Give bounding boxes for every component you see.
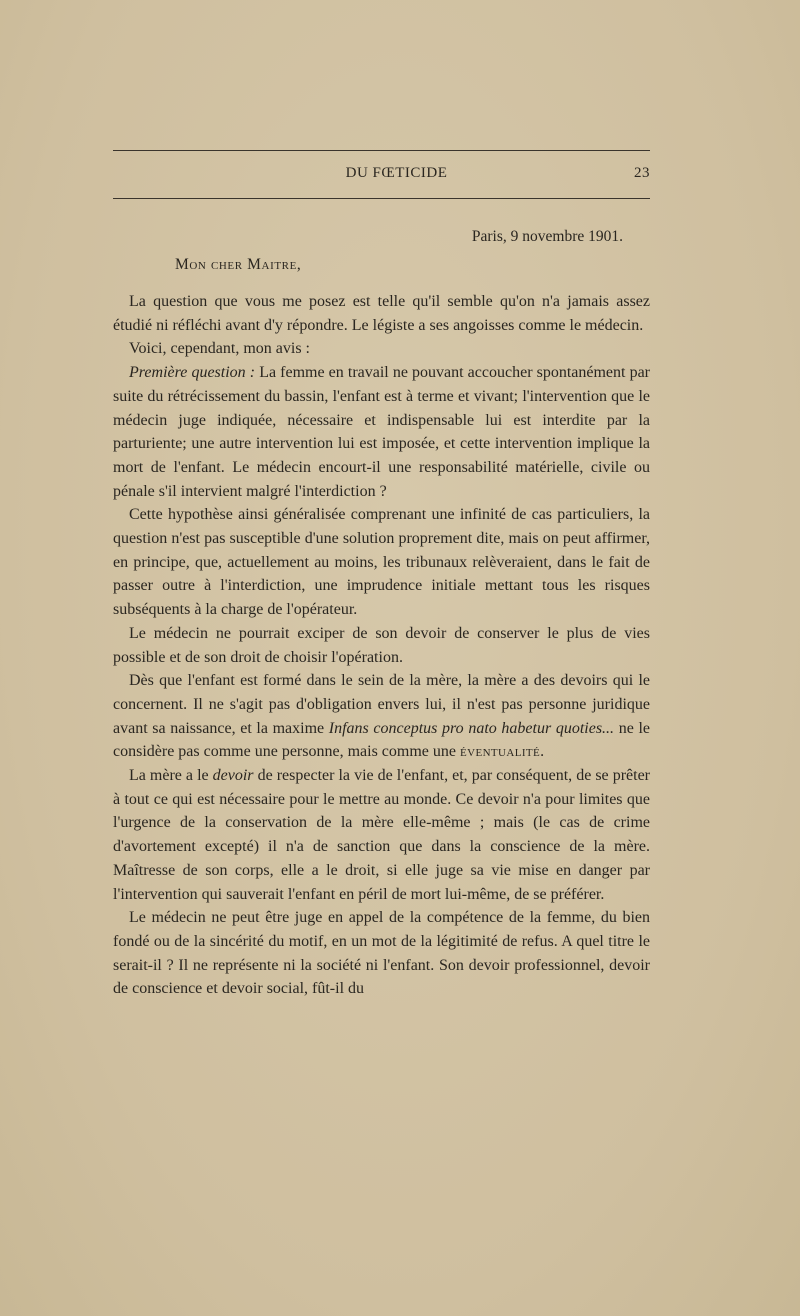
letter-salutation: Mon cher Maitre, (175, 256, 302, 273)
paragraph-3-text: La femme en travail ne pouvant accoucher spontanément par suite du rétrécissement du bassin, l'enfant est à terme et vivant; l'intervention que le médecin juge indiquée, nécessaire et indispensable lui est interdite par la parturiente; une autre intervention lui est imposée, et cette intervention implique la mort de l'enfant. Le médecin encourt-il une responsabilité matérielle, civile ou pénale s'il intervient malgré l'interdiction ? (113, 364, 651, 500)
paragraph-8: Le médecin ne peut être juge en appel de la compétence de la femme, du bien fondé ou de la sincérité du motif, en un mot de la légitimité de refus. A quel titre le serait-il ? Il ne représente ni la société ni l'enfant. Son devoir professionnel, devoir de conscience et devoir social, fût-il du (113, 909, 650, 998)
paragraph-6-maxim: Infans conceptus pro nato habetur quoties... (328, 719, 615, 737)
page-number: 23 (634, 165, 650, 181)
paragraph-3 (113, 361, 650, 503)
paragraph-6-part2: ne le considère pas comme une personne, mais comme une (113, 719, 650, 761)
paragraph-6-part1: Dès que l'enfant est formé dans le sein de la mère, la mère a des devoirs qui le concernent. Il ne s'agit pas d'obligation envers lui, il n'est pas personne juridique avant sa naissance, et la maxime (113, 672, 650, 737)
header-rule-top (113, 150, 650, 151)
paragraph-2: Voici, cependant, mon avis : (129, 340, 310, 358)
letter-body (113, 290, 650, 1001)
paragraph-6 (113, 669, 650, 764)
paragraph-7-part2: de respecter la vie de l'enfant, et, par conséquent, de se prêter à tout ce qui est nécessaire pour le mettre au monde. Ce devoir n'a pour limites que l'urgence de la conservation de la mère elle-même ; mais (le cas de crime d'avortement excepté) il n'a de sanction que dans la conscience de la mère. Maîtresse de son corps, elle a le droit, si elle juge sa vie mise en danger par l'intervention qui sauverait l'enfant en péril de mort lui-même, de se préférer. (113, 767, 650, 903)
header-rule-bottom (113, 198, 650, 199)
paragraph-4: Cette hypothèse ainsi généralisée comprenant une infinité de cas particuliers, la question n'est pas susceptible d'une solution proprement dite, mais on peut affirmer, en principe, que, actuellement au moins, les tribunaux relèveraient, dans le fait de passer outre à l'interdiction, une imprudence initiale mettant tous les risques subséquents à la charge de l'opérateur. (113, 506, 650, 619)
running-head (113, 165, 650, 187)
paragraph-5: Le médecin ne pourrait exciper de son devoir de conserver le plus de vies possible et de son droit de choisir l'opération. (113, 624, 650, 666)
paragraph-3-lead: Première question : (129, 364, 256, 382)
letter-dateline: Paris, 9 novembre 1901. (471, 228, 623, 245)
paragraph-7-italic: devoir (212, 767, 254, 785)
paragraph-1: La question que vous me posez est telle qu'il semble qu'on n'a jamais assez étudié ni réfléchi avant d'y répondre. Le légiste a ses angoisses comme le médecin. (113, 293, 650, 334)
paragraph-6-smallcaps: éventualité. (460, 743, 545, 761)
paragraph-7 (113, 764, 650, 906)
paragraph-7-part1: La mère a le (129, 767, 213, 785)
running-title: DU FŒTICIDE (345, 165, 448, 181)
